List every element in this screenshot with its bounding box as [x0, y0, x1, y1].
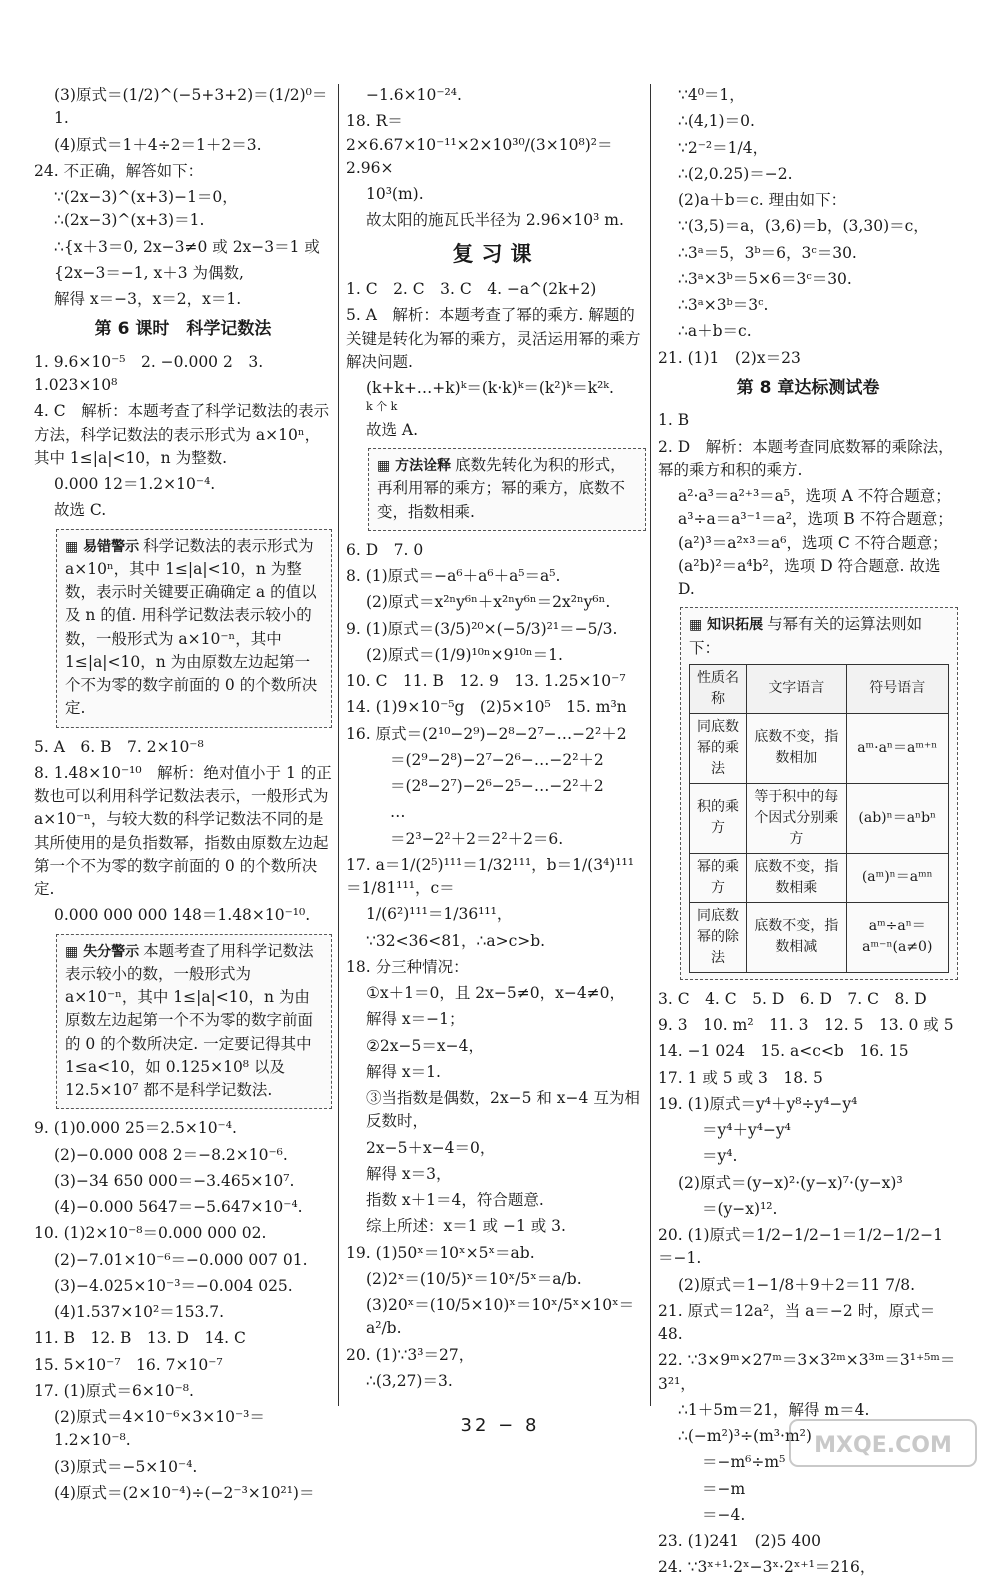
text-line: 10³(m).: [366, 185, 424, 203]
table-cell: (aᵐ)ⁿ＝aᵐⁿ: [846, 853, 948, 902]
table-cell: 等于积中的每个因式分别乘方: [747, 783, 846, 853]
table-header-cell: 文字语言: [747, 664, 846, 713]
text-line: 5. A 6. B 7. 2×10⁻⁸: [34, 737, 204, 756]
text-line: 14. (1)9×10⁻⁵g (2)5×10⁵ 15. m³n: [346, 698, 627, 717]
text-line: ∴1＋5m＝21，解得 m＝4.: [678, 1400, 870, 1419]
text-line: 3. C 4. C 5. D 6. D 7. C 8. D: [658, 989, 927, 1008]
text-line: (2)−7.01×10⁻⁶＝−0.000 007 01.: [54, 1250, 308, 1269]
text-line: ①x＋1＝0，且 2x−5≠0，x−4≠0，: [366, 984, 626, 1002]
tip-text: 科学记数法的表示形式为 a×10ⁿ，其中 1≤|a|<10，n 为整数，表示时关键要正确确定 a 的值以及 n 的值. 用科学记数法表示较小的数，一般形式为 a×10⁻ⁿ，其中 1≤|a|<10，n 为由原数左边起第一个不为零的数字前面的 0 的个数所决定.: [65, 536, 318, 718]
text-line: 9. (1)0.000 25＝2.5×10⁻⁴.: [34, 1119, 237, 1138]
text-line: ＝−4.: [702, 1505, 746, 1524]
text-line: 故太阳的施瓦氏半径为 2.96×10³ m.: [366, 211, 624, 230]
text-line: ∴3ᵃ×3ᵇ＝5×6＝3ᶜ＝30.: [678, 269, 852, 288]
text-line: ∵32<36<81，∴a>c>b.: [366, 931, 546, 950]
column-middle: [346, 84, 646, 1396]
rules-table: [689, 664, 949, 973]
text-line: a²·a³＝a²⁺³＝a⁵，选项 A 不符合题意；a³÷a＝a³⁻¹＝a²，选项 B 不符合题意；(a²)³＝a²ˣ³＝a⁶，选项 C 不符合题意；(a²b)²＝a⁴b²，选项 D 符合题意. 故选 D.: [678, 487, 953, 598]
text-line: 10. C 11. B 12. 9 13. 1.25×10⁻⁷: [346, 672, 626, 690]
table-cell: aᵐ·aⁿ＝aᵐ⁺ⁿ: [846, 713, 948, 783]
tip-box: [56, 529, 332, 728]
table-cell: (ab)ⁿ＝aⁿbⁿ: [846, 783, 948, 853]
table-cell: 同底数幂的除法: [690, 902, 747, 972]
text-line: 11. B 12. B 13. D 14. C: [34, 1329, 246, 1348]
text-line: 21. (1)1 (2)x＝23: [658, 348, 801, 367]
tip-text: 与幂有关的运算法则如下：: [689, 615, 923, 657]
text-line: 1. 9.6×10⁻⁵ 2. −0.000 2 3. 1.023×10⁸: [34, 352, 269, 394]
text-line: 17. 1 或 5 或 3 18. 5: [658, 1068, 823, 1087]
section-heading: 复习课: [452, 241, 540, 266]
table-row: [690, 853, 949, 902]
table-header-cell: 符号语言: [846, 664, 948, 713]
text-line: 2x−5＋x−4＝0，: [366, 1138, 496, 1157]
text-line: 故选 C.: [54, 501, 107, 520]
text-line: 综上所述：x＝1 或 −1 或 3.: [366, 1217, 566, 1236]
table-header-cell: 性质名称: [690, 664, 747, 713]
table-cell: 底数不变，指数相减: [747, 902, 846, 972]
text-line: 23. (1)241 (2)5 400: [658, 1532, 821, 1550]
text-line: (2)原式＝1−1/8＋9＋2＝11 7/8.: [678, 1275, 915, 1294]
text-line: 2. D 解析：本题考查同底数幂的乘除法，幂的乘方和积的乘方.: [658, 437, 954, 479]
text-line: 解得 x＝3，: [366, 1164, 452, 1183]
text-line: ②2x−5＝x−4，: [366, 1036, 484, 1055]
table-row: [690, 713, 949, 783]
text-line: 1. B: [658, 411, 690, 430]
tip-tag: ▦ 易错警示: [65, 539, 139, 555]
text-line: ＝2³−2²＋2＝2²＋2＝6.: [390, 829, 564, 848]
text-line: 19. (1)50ˣ＝10ˣ×5ˣ＝ab.: [346, 1243, 535, 1262]
text-line: 22. ∵3×9ᵐ×27ᵐ＝3×3²ᵐ×3³ᵐ＝3¹⁺⁵ᵐ＝3²¹，: [658, 1351, 956, 1393]
text-line: 4. C 解析：本题考查了科学记数法的表示方法，科学记数法的表示形式为 a×10ⁿ，其中 1≤|a|<10，n 为整数.: [34, 402, 330, 467]
text-line: (3)−34 650 000＝−3.465×10⁷.: [54, 1171, 295, 1190]
text-line: 18. 分三种情况：: [346, 957, 469, 976]
text-line: 18. R＝2×6.67×10⁻¹¹×2×10³⁰/(3×10⁸)²＝2.96×: [346, 112, 613, 177]
text-line: 1. C 2. C 3. C 4. −a^(2k+2): [346, 280, 597, 298]
text-line: ∴(4,1)＝0.: [678, 112, 755, 131]
text-line: ∴(−m²)³÷(m³·m²): [678, 1427, 812, 1445]
text-line: ∴3ᵃ×3ᵇ＝3ᶜ.: [678, 296, 769, 314]
text-line: 5. A 解析：本题考查了幂的乘方. 解题的关键是转化为幂的乘方，灵活运用幂的乘方解决问题.: [346, 306, 641, 371]
table-cell: aᵐ÷aⁿ＝aᵐ⁻ⁿ(a≠0): [846, 902, 948, 972]
text-line: k 个 k: [366, 400, 398, 414]
table-cell: 积的乘方: [690, 783, 747, 853]
table-header-row: [690, 664, 949, 713]
text-line: ＝(2⁹−2⁸)−2⁷−2⁶−…−2²＋2: [390, 750, 604, 769]
text-line: ∴(2,0.25)＝−2.: [678, 164, 793, 183]
text-line: 14. −1 024 15. a<c<b 16. 15: [658, 1042, 909, 1061]
text-line: (3)原式＝(1/2)^(−5+3+2)＝(1/2)⁰＝1.: [54, 86, 328, 128]
column-divider: [338, 84, 339, 1406]
text-line: (4)原式＝1＋4÷2＝1＋2＝3.: [54, 135, 262, 154]
text-line: (2)原式＝(y−x)²·(y−x)⁷·(y−x)³: [678, 1173, 903, 1192]
text-line: 解得 x＝−3，x＝2，x＝1.: [54, 290, 242, 308]
text-line: (4)原式＝(2×10⁻⁴)÷(−2⁻³×10²¹)＝: [54, 1483, 315, 1502]
text-line: 6. D 7. 0: [346, 540, 424, 559]
text-line: 10. (1)2×10⁻⁸＝0.000 000 02.: [34, 1224, 267, 1243]
text-line: ＝(2⁸−2⁷)−2⁶−2⁵−…−2²＋2: [390, 777, 604, 795]
text-line: ∵(3,5)＝a，(3,6)＝b，(3,30)＝c，: [678, 217, 929, 236]
text-line: ③当指数是偶数，2x−5 和 x−4 互为相反数时，: [366, 1089, 640, 1131]
watermark-logo: [788, 1418, 978, 1468]
text-line: 17. a＝1/(2⁵)¹¹¹＝1/32¹¹¹，b＝1/(3⁴)¹¹¹＝1/81¹¹¹，c＝: [346, 855, 634, 897]
text-line: 16. 原式＝(2¹⁰−2⁹)−2⁸−2⁷−…−2²＋2: [346, 724, 627, 743]
text-line: ∴a＋b＝c.: [678, 322, 752, 341]
text-line: …: [390, 803, 406, 822]
text-line: 8. (1)原式＝−a⁶＋a⁶＋a⁵＝a⁵.: [346, 567, 561, 585]
text-line: 21. 原式＝12a²，当 a＝−2 时，原式＝48.: [658, 1301, 936, 1343]
column-right: [658, 84, 958, 1583]
text-line: (2)a＋b＝c. 理由如下：: [678, 191, 847, 209]
text-line: (2)原式＝4×10⁻⁶×3×10⁻³＝1.2×10⁻⁸.: [54, 1408, 265, 1450]
text-line: ∵2⁻²＝1/4，: [678, 138, 769, 157]
table-cell: 底数不变，指数相乘: [747, 853, 846, 902]
tip-tag: ▦ 失分警示: [65, 944, 139, 960]
tip-box: [368, 448, 646, 531]
text-line: ∴(3,27)＝3.: [366, 1371, 453, 1390]
text-line: 9. 3 10. m² 11. 3 12. 5 13. 0 或 5: [658, 1016, 954, 1034]
text-line: 15. 5×10⁻⁷ 16. 7×10⁻⁷: [34, 1355, 223, 1374]
text-line: 解得 x＝−1；: [366, 1010, 465, 1029]
text-line: ∵(2x−3)^(x+3)−1＝0，∴(2x−3)^(x+3)＝1.: [54, 188, 238, 230]
text-line: 19. (1)原式＝y⁴＋y⁸÷y⁴−y⁴: [658, 1094, 858, 1113]
page-number: 32 − 8: [460, 1415, 540, 1436]
text-line: {2x−3＝−1, x＋3 为偶数,: [54, 263, 244, 282]
text-line: 1/(6²)¹¹¹＝1/36¹¹¹，: [366, 905, 513, 924]
section-heading: 第 8 章达标测试卷: [736, 377, 880, 398]
tip-tag: ▦ 方法诠释: [377, 458, 451, 474]
column-divider: [650, 84, 651, 1406]
text-line: ＝−m⁶÷m⁵: [702, 1453, 786, 1472]
text-line: (2)原式＝(1/9)¹⁰ⁿ×9¹⁰ⁿ＝1.: [366, 645, 563, 664]
text-line: ∴{x＋3＝0, 2x−3≠0 或 2x−3＝1 或: [54, 237, 320, 256]
tip-text: 本题考查了用科学记数法表示较小的数，一般形式为 a×10⁻ⁿ，其中 1≤|a|<10，n 为由原数左边起第一个不为零的数字前面的 0 的个数所决定. 一定要记得其中 1≤a<10，如 0.125×10⁸ 以及 12.5×10⁷ 都不是科学记数法.: [65, 941, 314, 1099]
text-line: 解得 x＝1.: [366, 1062, 441, 1081]
text-line: 0.000 12＝1.2×10⁻⁴.: [54, 475, 216, 493]
text-line: 17. (1)原式＝6×10⁻⁸.: [34, 1381, 194, 1400]
section-heading: 第 6 课时 科学记数法: [94, 319, 272, 340]
text-line: 8. 1.48×10⁻¹⁰ 解析：绝对值小于 1 的正数也可以利用科学记数法表示，一般形式为 a×10⁻ⁿ，与较大数的科学记数法不同的是其所使用的是负指数幂，指数由原数左边起第一个不为零的数字前面的 0 的个数所决定.: [34, 763, 334, 898]
table-row: [690, 783, 949, 853]
text-line: (2)−0.000 008 2＝−8.2×10⁻⁶.: [54, 1145, 288, 1164]
text-line: 24. ∵3ˣ⁺¹·2ˣ−3ˣ·2ˣ⁺¹＝216，: [658, 1558, 876, 1577]
table-row: [690, 902, 949, 972]
watermark-text: MXQE.COM: [814, 1433, 952, 1458]
text-line: (2)原式＝x²ⁿy⁶ⁿ＋x²ⁿy⁶ⁿ＝2x²ⁿy⁶ⁿ.: [366, 593, 611, 612]
text-line: ∵4⁰＝1，: [678, 86, 745, 104]
text-line: 20. (1)∵3³＝27，: [346, 1345, 475, 1364]
text-line: 指数 x＋1＝4，符合题意.: [366, 1191, 544, 1209]
text-line: 0.000 000 000 148＝1.48×10⁻¹⁰.: [54, 906, 311, 925]
tip-tag: ▦ 知识拓展: [689, 617, 763, 633]
text-line: ＝y⁴.: [702, 1147, 738, 1166]
tip-box: [56, 934, 332, 1110]
tip-text: 底数先转化为积的形式，再利用幂的乘方；幂的乘方，底数不变，指数相乘.: [377, 456, 626, 521]
table-cell: 底数不变，指数相加: [747, 713, 846, 783]
text-line: (3)原式＝−5×10⁻⁴.: [54, 1457, 198, 1476]
knowledge-box: [680, 607, 958, 980]
text-line: 24. 不正确，解答如下：: [34, 161, 204, 180]
column-left: [34, 84, 332, 1508]
text-line: (4)−0.000 5647＝−5.647×10⁻⁴.: [54, 1198, 303, 1216]
text-line: 20. (1)原式＝1/2−1/2−1＝1/2−1/2−1＝−1.: [658, 1226, 943, 1268]
text-line: 故选 A.: [366, 420, 419, 439]
text-line: (2)2ˣ＝(10/5)ˣ＝10ˣ/5ˣ＝a/b.: [366, 1269, 582, 1288]
text-line: ＝y⁴＋y⁴−y⁴: [702, 1121, 791, 1139]
text-line: ＝−m: [702, 1479, 746, 1498]
text-line: ＝(y−x)¹².: [702, 1199, 778, 1218]
text-line: (4)1.537×10²＝153.7.: [54, 1303, 225, 1321]
text-line: −1.6×10⁻²⁴.: [366, 86, 462, 104]
table-cell: 幂的乘方: [690, 853, 747, 902]
table-cell: 同底数幂的乘法: [690, 713, 747, 783]
text-line: 9. (1)原式＝(3/5)²⁰×(−5/3)²¹＝−5/3.: [346, 619, 618, 638]
text-line: ∴3ᵃ＝5，3ᵇ＝6，3ᶜ＝30.: [678, 243, 857, 262]
text-line: (k+k+…+k)ᵏ＝(k·k)ᵏ＝(k²)ᵏ＝k²ᵏ.: [366, 379, 614, 397]
text-line: (3)−4.025×10⁻³＝−0.004 025.: [54, 1276, 293, 1295]
text-line: (3)20ˣ＝(10/5×10)ˣ＝10ˣ/5ˣ×10ˣ＝a²/b.: [366, 1296, 635, 1338]
